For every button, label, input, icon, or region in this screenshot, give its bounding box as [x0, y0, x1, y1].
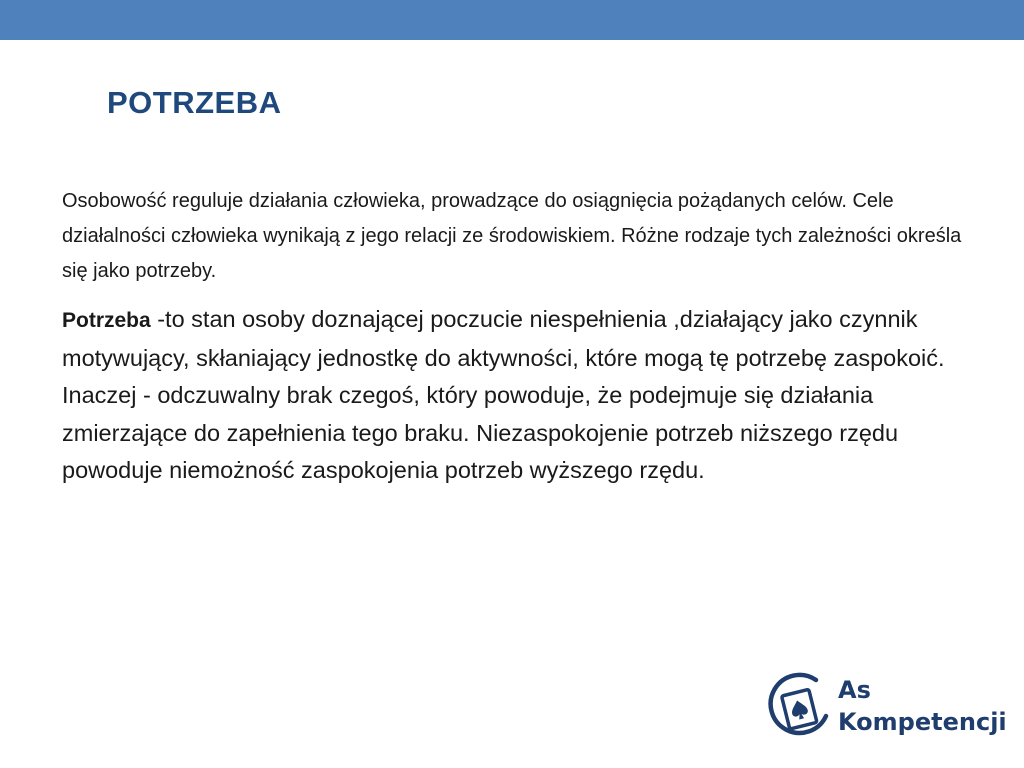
intro-paragraph: Osobowość reguluje działania człowieka, prowadzące do osiągnięcia pożądanych celów. Cele działalności człowieka wynikają z jego relacji ze środowiskiem. Różne rodzaje tych zależności określa się jako potrzeby. — [62, 190, 962, 282]
as-kompetencji-logo — [768, 670, 1007, 746]
logo-wordmark — [838, 674, 1007, 738]
logo-line-2: Kompetencji — [838, 708, 1007, 736]
definition-term: Potrzeba — [62, 309, 151, 332]
definition-paragraph — [62, 301, 972, 490]
slide-title: POTRZEBA — [107, 85, 282, 120]
slide-content — [62, 184, 972, 490]
top-accent-bar — [0, 0, 1024, 40]
spade-card-icon — [768, 670, 832, 742]
logo-line-1: As — [838, 676, 871, 704]
definition-text: -to stan osoby doznającej poczucie niespełnienia ,działający jako czynnik motywujący, skłaniający jednostkę do aktywności, które mogą tę potrzebę zaspokoić. Inaczej - odczuwalny brak czegoś, który powoduje, że podejmuje się działania zmierzające do zapełnienia tego braku. Niezaspokojenie potrzeb niższego rzędu powoduje niemożność zaspokojenia potrzeb wyższego rzędu. — [62, 306, 945, 484]
